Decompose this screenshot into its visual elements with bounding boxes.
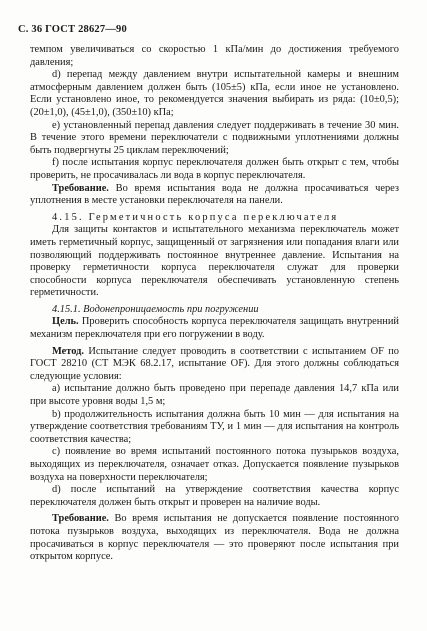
- page-header: С. 36 ГОСТ 28627—90: [18, 24, 127, 35]
- paragraph: [30, 316, 399, 341]
- paragraph-text: Во время испытания вода не должна просачиваться через уплотнения в месте установки переключателя на панели.: [30, 182, 399, 207]
- paragraph-text: темпом увеличиваться со скоростью 1 кПа/мин до достижения требуемого давления;: [30, 44, 399, 68]
- paragraph-text: а) испытание должно быть проведено при перепаде давления 14,7 кПа или при высоте уровня воды 1,5 м;: [30, 383, 399, 408]
- paragraph: [30, 44, 399, 69]
- paragraph: [30, 69, 399, 119]
- document-body: [30, 44, 399, 564]
- paragraph: [30, 484, 399, 509]
- paragraph-text: Проверить способность корпуса переключателя защищать внутренний механизм переключателя при его погружении в воду.: [30, 316, 399, 341]
- paragraph-text: Испытание следует проводить в соответствии с испытанием OF по ГОСТ 28210 (СТ МЭК 68.2.17, испытание OF). Для этого должны соблюдаться следующие условия:: [30, 345, 399, 382]
- goal-label: Цель.: [52, 316, 79, 328]
- section-heading: [30, 212, 399, 225]
- paragraph-text: Во время испытания не допускается появление постоянного потока пузырьков воздуха, выходящих из переключателя. Вода не должна просачиваться в корпус переключателя — это проверяют после испытания при открытом корпусе.: [30, 513, 399, 563]
- paragraph: [30, 446, 399, 484]
- paragraph-text: b) продолжительность испытания должна быть 10 мин — для испытания на утверждение соответствия требованиям ТУ, и 1 мин — для испытания на контроль соответствия качества;: [30, 408, 399, 445]
- paragraph-text: d) перепад между давлением внутри испытательной камеры и внешним атмосферным давлением должен быть (105±5) кПа, если иное не установлено. Если установлено иное, то рекомендуется значения выбирать из ряда: (10±0,5); (20±1,0), (45±1,0), (350±10) кПа;: [30, 69, 399, 118]
- paragraph-text: f) после испытания корпус переключателя должен быть открыт с тем, чтобы проверить, не просачивалась ли вода в корпус переключателя.: [30, 157, 399, 181]
- method-label: Метод.: [52, 345, 84, 357]
- section-heading-text: 4.15. Герметичность корпуса переключателя: [52, 211, 339, 223]
- paragraph-text: c) появление во время испытаний постоянного потока пузырьков воздуха, выходящих из переключателя, означает отказ. Допускается появление пузырьков воздуха на поверхности переключателя;: [30, 446, 399, 483]
- paragraph-text: Для защиты контактов и испытательного механизма переключатель может иметь герметичный корпус, защищенный от загрязнения или попадания влаги или позволяющий поддерживать постоянное внутреннее давление. Испытания на проверку герметичности корпуса переключателя служат для проверки способности корпуса переключателя обеспечивать установленную степень герметичности.: [30, 224, 399, 299]
- paragraph: [30, 157, 399, 182]
- paragraph: [30, 224, 399, 300]
- subsection-heading-text: 4.15.1. Водонепроницаемость при погружении: [52, 303, 259, 315]
- requirement-label: Требование.: [52, 513, 109, 525]
- paragraph: [30, 513, 399, 563]
- paragraph: [30, 383, 399, 408]
- paragraph-text: е) установленный перепад давления следует поддерживать в течение 30 мин. В течение этого времени переключатели с подвижными уплотнениями должны быть подвергнуты 25 циклам переключений;: [30, 119, 399, 156]
- paragraph: [30, 120, 399, 158]
- paragraph: [30, 346, 399, 384]
- paragraph: [30, 409, 399, 447]
- paragraph-text: d) после испытаний на утверждение соответствия качества корпус переключателя должен быть открыт и проверен на наличие воды.: [30, 484, 399, 508]
- paragraph: [30, 183, 399, 208]
- subsection-heading: [30, 304, 399, 317]
- requirement-label: Требование.: [52, 182, 109, 194]
